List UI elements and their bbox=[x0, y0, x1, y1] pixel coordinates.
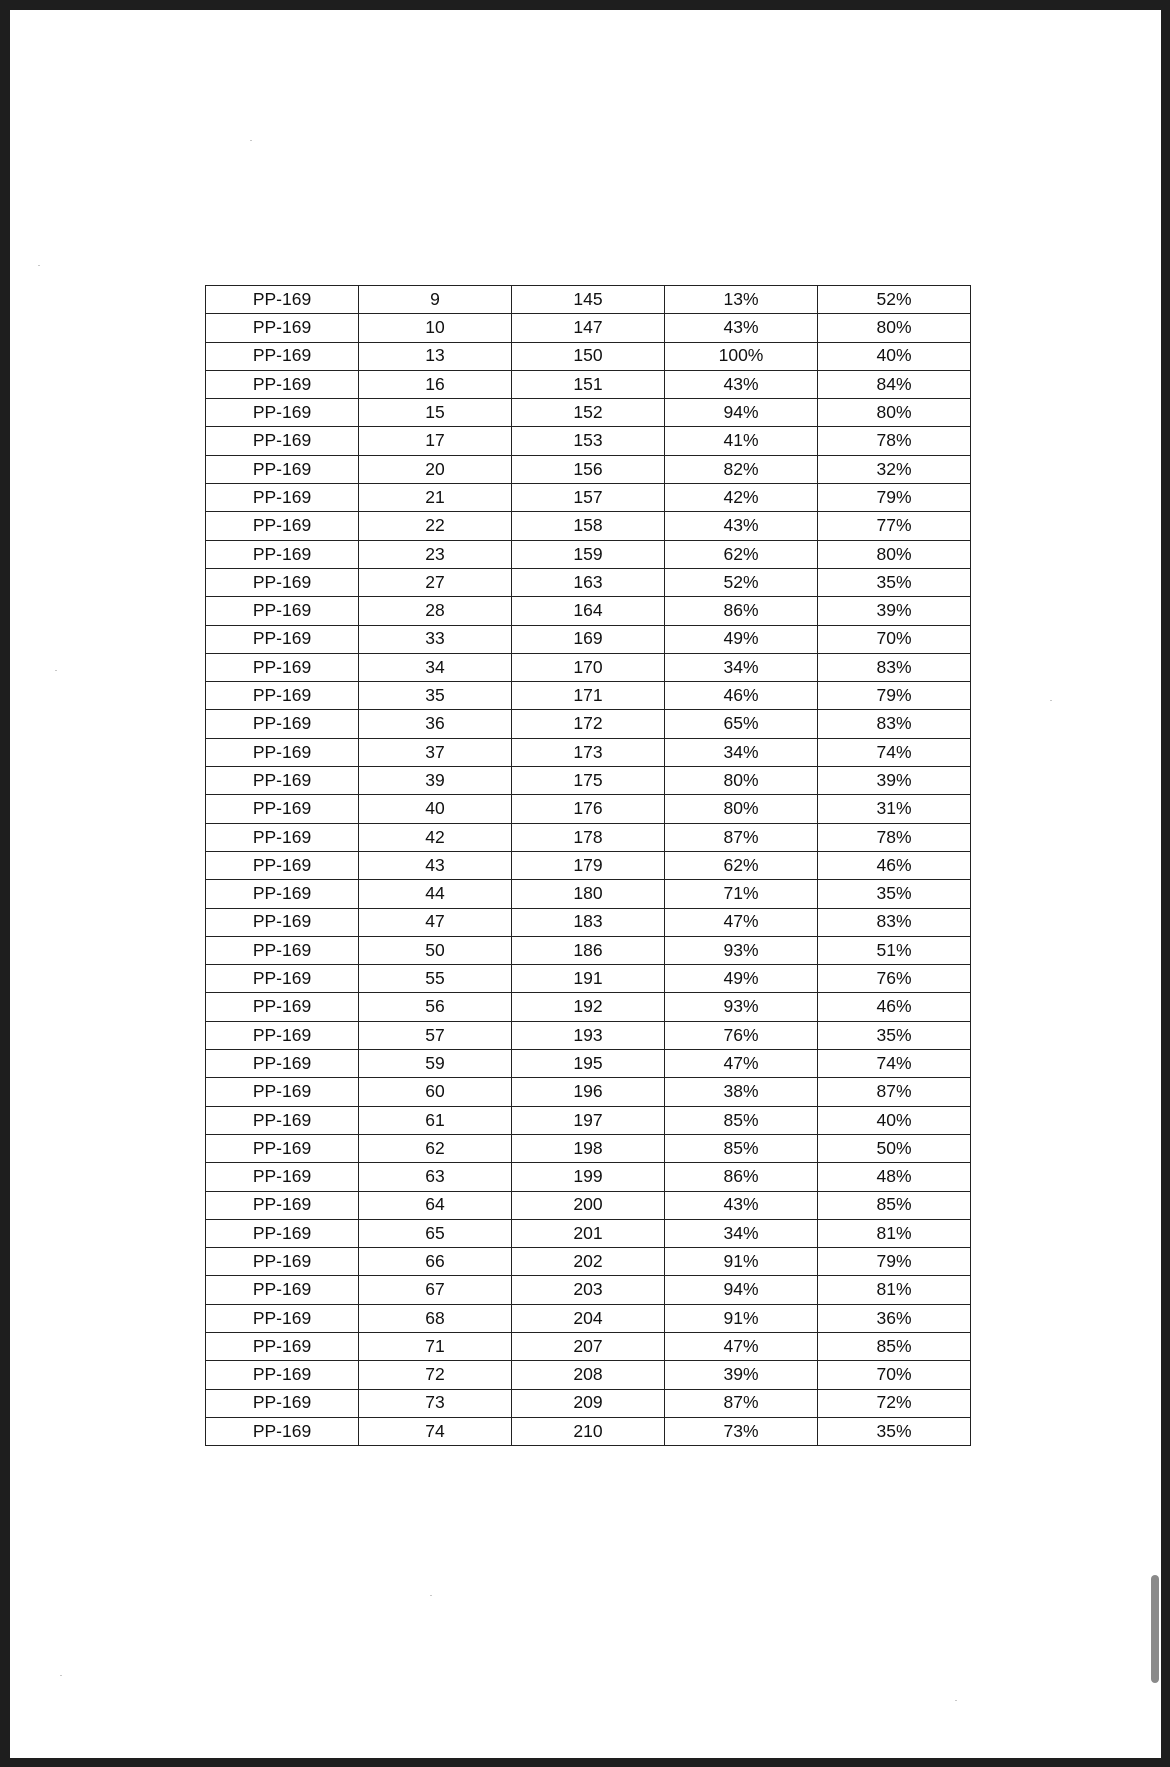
table-cell-sample-number: 22 bbox=[359, 512, 512, 540]
table-cell-sample-number: 16 bbox=[359, 370, 512, 398]
table-cell-percent-a: 82% bbox=[665, 455, 818, 483]
table-cell-percent-b: 40% bbox=[818, 342, 971, 370]
table-cell-id-number: 191 bbox=[512, 965, 665, 993]
table-cell-sample-number: 20 bbox=[359, 455, 512, 483]
table-cell-sample-number: 50 bbox=[359, 936, 512, 964]
scanned-page bbox=[10, 10, 1161, 1758]
table-cell-percent-a: 73% bbox=[665, 1417, 818, 1445]
data-table-container bbox=[205, 285, 971, 1446]
table-cell-sample-number: 64 bbox=[359, 1191, 512, 1219]
table-row bbox=[206, 512, 971, 540]
table-cell-sample-number: 23 bbox=[359, 540, 512, 568]
table-cell-percent-b: 35% bbox=[818, 1021, 971, 1049]
table-cell-product-code: PP-169 bbox=[206, 1106, 359, 1134]
table-cell-sample-number: 68 bbox=[359, 1304, 512, 1332]
table-cell-product-code: PP-169 bbox=[206, 342, 359, 370]
table-cell-id-number: 210 bbox=[512, 1417, 665, 1445]
table-row bbox=[206, 370, 971, 398]
table-cell-sample-number: 44 bbox=[359, 880, 512, 908]
table-cell-id-number: 152 bbox=[512, 399, 665, 427]
table-cell-product-code: PP-169 bbox=[206, 512, 359, 540]
table-cell-percent-b: 80% bbox=[818, 314, 971, 342]
table-cell-percent-a: 91% bbox=[665, 1248, 818, 1276]
table-row bbox=[206, 1332, 971, 1360]
table-cell-sample-number: 33 bbox=[359, 625, 512, 653]
data-table-body bbox=[206, 286, 971, 1446]
table-row bbox=[206, 597, 971, 625]
table-cell-sample-number: 21 bbox=[359, 484, 512, 512]
table-cell-product-code: PP-169 bbox=[206, 1304, 359, 1332]
table-cell-id-number: 157 bbox=[512, 484, 665, 512]
table-cell-sample-number: 35 bbox=[359, 682, 512, 710]
table-cell-percent-b: 50% bbox=[818, 1134, 971, 1162]
table-cell-percent-b: 85% bbox=[818, 1332, 971, 1360]
table-cell-id-number: 153 bbox=[512, 427, 665, 455]
table-cell-percent-a: 43% bbox=[665, 1191, 818, 1219]
table-cell-id-number: 209 bbox=[512, 1389, 665, 1417]
table-row bbox=[206, 1276, 971, 1304]
table-cell-id-number: 164 bbox=[512, 597, 665, 625]
table-cell-id-number: 199 bbox=[512, 1163, 665, 1191]
table-row bbox=[206, 767, 971, 795]
table-cell-percent-b: 78% bbox=[818, 427, 971, 455]
table-cell-product-code: PP-169 bbox=[206, 1134, 359, 1162]
table-cell-percent-a: 47% bbox=[665, 1050, 818, 1078]
table-row bbox=[206, 1078, 971, 1106]
table-cell-sample-number: 17 bbox=[359, 427, 512, 455]
table-cell-percent-b: 36% bbox=[818, 1304, 971, 1332]
table-cell-sample-number: 27 bbox=[359, 568, 512, 596]
table-cell-percent-a: 42% bbox=[665, 484, 818, 512]
scan-speck bbox=[250, 140, 252, 141]
table-cell-percent-a: 49% bbox=[665, 625, 818, 653]
table-cell-percent-a: 86% bbox=[665, 1163, 818, 1191]
table-row bbox=[206, 484, 971, 512]
table-cell-id-number: 169 bbox=[512, 625, 665, 653]
table-cell-sample-number: 67 bbox=[359, 1276, 512, 1304]
table-cell-id-number: 202 bbox=[512, 1248, 665, 1276]
table-cell-product-code: PP-169 bbox=[206, 1276, 359, 1304]
table-cell-id-number: 203 bbox=[512, 1276, 665, 1304]
table-row bbox=[206, 682, 971, 710]
table-cell-product-code: PP-169 bbox=[206, 880, 359, 908]
table-cell-percent-a: 47% bbox=[665, 1332, 818, 1360]
table-cell-sample-number: 34 bbox=[359, 653, 512, 681]
table-cell-id-number: 151 bbox=[512, 370, 665, 398]
table-cell-percent-b: 48% bbox=[818, 1163, 971, 1191]
table-cell-product-code: PP-169 bbox=[206, 314, 359, 342]
table-cell-id-number: 192 bbox=[512, 993, 665, 1021]
table-cell-product-code: PP-169 bbox=[206, 1417, 359, 1445]
table-row bbox=[206, 568, 971, 596]
table-cell-product-code: PP-169 bbox=[206, 1219, 359, 1247]
table-cell-id-number: 183 bbox=[512, 908, 665, 936]
table-cell-percent-a: 76% bbox=[665, 1021, 818, 1049]
table-cell-product-code: PP-169 bbox=[206, 738, 359, 766]
table-cell-product-code: PP-169 bbox=[206, 965, 359, 993]
table-cell-product-code: PP-169 bbox=[206, 484, 359, 512]
table-cell-percent-a: 38% bbox=[665, 1078, 818, 1106]
table-cell-percent-a: 93% bbox=[665, 993, 818, 1021]
table-cell-product-code: PP-169 bbox=[206, 1078, 359, 1106]
table-cell-percent-b: 39% bbox=[818, 767, 971, 795]
table-cell-sample-number: 42 bbox=[359, 823, 512, 851]
table-cell-id-number: 145 bbox=[512, 286, 665, 314]
table-row bbox=[206, 1219, 971, 1247]
table-cell-product-code: PP-169 bbox=[206, 370, 359, 398]
table-cell-percent-b: 74% bbox=[818, 1050, 971, 1078]
scan-speck bbox=[38, 265, 40, 266]
table-cell-sample-number: 37 bbox=[359, 738, 512, 766]
table-cell-sample-number: 63 bbox=[359, 1163, 512, 1191]
table-cell-percent-b: 81% bbox=[818, 1219, 971, 1247]
table-row bbox=[206, 823, 971, 851]
table-cell-id-number: 172 bbox=[512, 710, 665, 738]
table-row bbox=[206, 1163, 971, 1191]
table-cell-product-code: PP-169 bbox=[206, 568, 359, 596]
table-cell-sample-number: 72 bbox=[359, 1361, 512, 1389]
table-cell-sample-number: 61 bbox=[359, 1106, 512, 1134]
table-cell-percent-b: 72% bbox=[818, 1389, 971, 1417]
table-cell-percent-b: 79% bbox=[818, 1248, 971, 1276]
table-row bbox=[206, 710, 971, 738]
table-cell-product-code: PP-169 bbox=[206, 1361, 359, 1389]
table-cell-percent-b: 52% bbox=[818, 286, 971, 314]
table-cell-id-number: 170 bbox=[512, 653, 665, 681]
table-cell-id-number: 193 bbox=[512, 1021, 665, 1049]
table-cell-sample-number: 55 bbox=[359, 965, 512, 993]
table-cell-id-number: 171 bbox=[512, 682, 665, 710]
table-cell-percent-b: 70% bbox=[818, 1361, 971, 1389]
table-cell-id-number: 147 bbox=[512, 314, 665, 342]
table-row bbox=[206, 399, 971, 427]
scan-speck bbox=[955, 1700, 957, 1701]
table-cell-percent-b: 31% bbox=[818, 795, 971, 823]
table-cell-sample-number: 56 bbox=[359, 993, 512, 1021]
table-cell-percent-a: 100% bbox=[665, 342, 818, 370]
table-cell-product-code: PP-169 bbox=[206, 1050, 359, 1078]
table-row bbox=[206, 1248, 971, 1276]
table-row bbox=[206, 851, 971, 879]
table-cell-sample-number: 40 bbox=[359, 795, 512, 823]
table-cell-percent-b: 77% bbox=[818, 512, 971, 540]
table-cell-percent-b: 76% bbox=[818, 965, 971, 993]
table-cell-id-number: 163 bbox=[512, 568, 665, 596]
table-cell-product-code: PP-169 bbox=[206, 597, 359, 625]
table-cell-product-code: PP-169 bbox=[206, 1021, 359, 1049]
table-cell-sample-number: 13 bbox=[359, 342, 512, 370]
table-cell-percent-b: 35% bbox=[818, 880, 971, 908]
table-cell-sample-number: 66 bbox=[359, 1248, 512, 1276]
table-row bbox=[206, 936, 971, 964]
table-cell-percent-a: 80% bbox=[665, 767, 818, 795]
table-row bbox=[206, 1361, 971, 1389]
table-cell-sample-number: 62 bbox=[359, 1134, 512, 1162]
table-cell-id-number: 207 bbox=[512, 1332, 665, 1360]
table-row bbox=[206, 1304, 971, 1332]
table-row bbox=[206, 427, 971, 455]
table-cell-sample-number: 60 bbox=[359, 1078, 512, 1106]
table-cell-id-number: 159 bbox=[512, 540, 665, 568]
table-row bbox=[206, 1389, 971, 1417]
table-cell-percent-a: 47% bbox=[665, 908, 818, 936]
table-cell-percent-a: 13% bbox=[665, 286, 818, 314]
table-cell-percent-a: 34% bbox=[665, 1219, 818, 1247]
table-cell-id-number: 201 bbox=[512, 1219, 665, 1247]
table-cell-id-number: 175 bbox=[512, 767, 665, 795]
scan-speck bbox=[430, 1595, 432, 1596]
table-cell-product-code: PP-169 bbox=[206, 1332, 359, 1360]
table-cell-percent-b: 80% bbox=[818, 399, 971, 427]
table-cell-percent-a: 94% bbox=[665, 1276, 818, 1304]
table-row bbox=[206, 314, 971, 342]
table-cell-id-number: 178 bbox=[512, 823, 665, 851]
table-cell-percent-a: 91% bbox=[665, 1304, 818, 1332]
table-cell-product-code: PP-169 bbox=[206, 540, 359, 568]
scan-speck bbox=[1050, 700, 1052, 701]
table-cell-id-number: 208 bbox=[512, 1361, 665, 1389]
table-cell-percent-b: 78% bbox=[818, 823, 971, 851]
table-cell-percent-a: 85% bbox=[665, 1134, 818, 1162]
table-cell-sample-number: 39 bbox=[359, 767, 512, 795]
table-row bbox=[206, 625, 971, 653]
table-cell-percent-a: 52% bbox=[665, 568, 818, 596]
table-cell-percent-b: 79% bbox=[818, 484, 971, 512]
table-row bbox=[206, 795, 971, 823]
table-cell-percent-a: 62% bbox=[665, 851, 818, 879]
table-cell-percent-b: 39% bbox=[818, 597, 971, 625]
table-cell-product-code: PP-169 bbox=[206, 795, 359, 823]
table-cell-percent-a: 43% bbox=[665, 370, 818, 398]
table-cell-id-number: 198 bbox=[512, 1134, 665, 1162]
table-cell-product-code: PP-169 bbox=[206, 823, 359, 851]
table-row bbox=[206, 653, 971, 681]
table-cell-id-number: 196 bbox=[512, 1078, 665, 1106]
table-cell-product-code: PP-169 bbox=[206, 427, 359, 455]
table-row bbox=[206, 342, 971, 370]
table-cell-sample-number: 65 bbox=[359, 1219, 512, 1247]
table-cell-percent-b: 74% bbox=[818, 738, 971, 766]
table-cell-sample-number: 57 bbox=[359, 1021, 512, 1049]
table-cell-percent-a: 34% bbox=[665, 738, 818, 766]
table-row bbox=[206, 540, 971, 568]
data-table bbox=[205, 285, 971, 1446]
table-cell-id-number: 186 bbox=[512, 936, 665, 964]
table-cell-percent-a: 43% bbox=[665, 512, 818, 540]
table-cell-percent-b: 85% bbox=[818, 1191, 971, 1219]
table-cell-percent-b: 40% bbox=[818, 1106, 971, 1134]
table-cell-percent-a: 71% bbox=[665, 880, 818, 908]
table-cell-percent-a: 80% bbox=[665, 795, 818, 823]
table-cell-product-code: PP-169 bbox=[206, 1163, 359, 1191]
table-cell-sample-number: 36 bbox=[359, 710, 512, 738]
table-row bbox=[206, 286, 971, 314]
table-cell-id-number: 158 bbox=[512, 512, 665, 540]
table-cell-percent-a: 93% bbox=[665, 936, 818, 964]
table-cell-sample-number: 59 bbox=[359, 1050, 512, 1078]
table-cell-percent-b: 46% bbox=[818, 993, 971, 1021]
table-cell-id-number: 204 bbox=[512, 1304, 665, 1332]
table-cell-id-number: 197 bbox=[512, 1106, 665, 1134]
table-cell-percent-a: 43% bbox=[665, 314, 818, 342]
table-cell-percent-a: 94% bbox=[665, 399, 818, 427]
table-cell-sample-number: 15 bbox=[359, 399, 512, 427]
table-cell-product-code: PP-169 bbox=[206, 1191, 359, 1219]
vertical-scrollbar[interactable] bbox=[1151, 1575, 1159, 1683]
table-cell-product-code: PP-169 bbox=[206, 851, 359, 879]
table-cell-product-code: PP-169 bbox=[206, 710, 359, 738]
table-cell-percent-a: 34% bbox=[665, 653, 818, 681]
table-cell-percent-a: 87% bbox=[665, 1389, 818, 1417]
table-cell-sample-number: 28 bbox=[359, 597, 512, 625]
scan-speck bbox=[60, 1675, 62, 1676]
table-cell-product-code: PP-169 bbox=[206, 682, 359, 710]
table-cell-percent-b: 83% bbox=[818, 710, 971, 738]
table-cell-sample-number: 71 bbox=[359, 1332, 512, 1360]
table-cell-id-number: 173 bbox=[512, 738, 665, 766]
table-row bbox=[206, 965, 971, 993]
table-cell-product-code: PP-169 bbox=[206, 625, 359, 653]
table-cell-sample-number: 43 bbox=[359, 851, 512, 879]
table-row bbox=[206, 993, 971, 1021]
table-cell-id-number: 180 bbox=[512, 880, 665, 908]
table-cell-percent-b: 80% bbox=[818, 540, 971, 568]
table-cell-product-code: PP-169 bbox=[206, 455, 359, 483]
table-cell-id-number: 150 bbox=[512, 342, 665, 370]
table-row bbox=[206, 1134, 971, 1162]
table-cell-percent-b: 81% bbox=[818, 1276, 971, 1304]
table-cell-product-code: PP-169 bbox=[206, 993, 359, 1021]
table-cell-percent-b: 35% bbox=[818, 1417, 971, 1445]
table-row bbox=[206, 1021, 971, 1049]
table-cell-percent-a: 49% bbox=[665, 965, 818, 993]
table-cell-percent-b: 32% bbox=[818, 455, 971, 483]
table-cell-id-number: 195 bbox=[512, 1050, 665, 1078]
table-cell-percent-a: 62% bbox=[665, 540, 818, 568]
table-cell-product-code: PP-169 bbox=[206, 908, 359, 936]
scan-speck bbox=[55, 670, 57, 671]
table-cell-percent-a: 65% bbox=[665, 710, 818, 738]
table-cell-product-code: PP-169 bbox=[206, 936, 359, 964]
table-cell-product-code: PP-169 bbox=[206, 653, 359, 681]
table-cell-sample-number: 10 bbox=[359, 314, 512, 342]
table-cell-percent-b: 70% bbox=[818, 625, 971, 653]
table-cell-id-number: 176 bbox=[512, 795, 665, 823]
table-row bbox=[206, 1417, 971, 1445]
table-cell-percent-b: 84% bbox=[818, 370, 971, 398]
table-cell-percent-b: 35% bbox=[818, 568, 971, 596]
table-row bbox=[206, 880, 971, 908]
table-cell-percent-a: 41% bbox=[665, 427, 818, 455]
table-cell-sample-number: 47 bbox=[359, 908, 512, 936]
table-cell-percent-b: 87% bbox=[818, 1078, 971, 1106]
table-cell-percent-b: 83% bbox=[818, 653, 971, 681]
table-cell-percent-a: 46% bbox=[665, 682, 818, 710]
table-cell-product-code: PP-169 bbox=[206, 1248, 359, 1276]
table-cell-id-number: 200 bbox=[512, 1191, 665, 1219]
table-cell-percent-b: 51% bbox=[818, 936, 971, 964]
table-cell-sample-number: 73 bbox=[359, 1389, 512, 1417]
table-cell-id-number: 156 bbox=[512, 455, 665, 483]
table-cell-percent-b: 46% bbox=[818, 851, 971, 879]
table-cell-product-code: PP-169 bbox=[206, 767, 359, 795]
table-row bbox=[206, 455, 971, 483]
table-row bbox=[206, 1106, 971, 1134]
table-row bbox=[206, 1191, 971, 1219]
table-cell-sample-number: 74 bbox=[359, 1417, 512, 1445]
table-row bbox=[206, 1050, 971, 1078]
table-cell-percent-a: 85% bbox=[665, 1106, 818, 1134]
table-cell-percent-a: 86% bbox=[665, 597, 818, 625]
table-row bbox=[206, 738, 971, 766]
table-cell-percent-b: 79% bbox=[818, 682, 971, 710]
table-cell-sample-number: 9 bbox=[359, 286, 512, 314]
table-cell-percent-b: 83% bbox=[818, 908, 971, 936]
table-cell-percent-a: 39% bbox=[665, 1361, 818, 1389]
table-row bbox=[206, 908, 971, 936]
table-cell-product-code: PP-169 bbox=[206, 1389, 359, 1417]
table-cell-product-code: PP-169 bbox=[206, 286, 359, 314]
table-cell-product-code: PP-169 bbox=[206, 399, 359, 427]
table-cell-id-number: 179 bbox=[512, 851, 665, 879]
table-cell-percent-a: 87% bbox=[665, 823, 818, 851]
